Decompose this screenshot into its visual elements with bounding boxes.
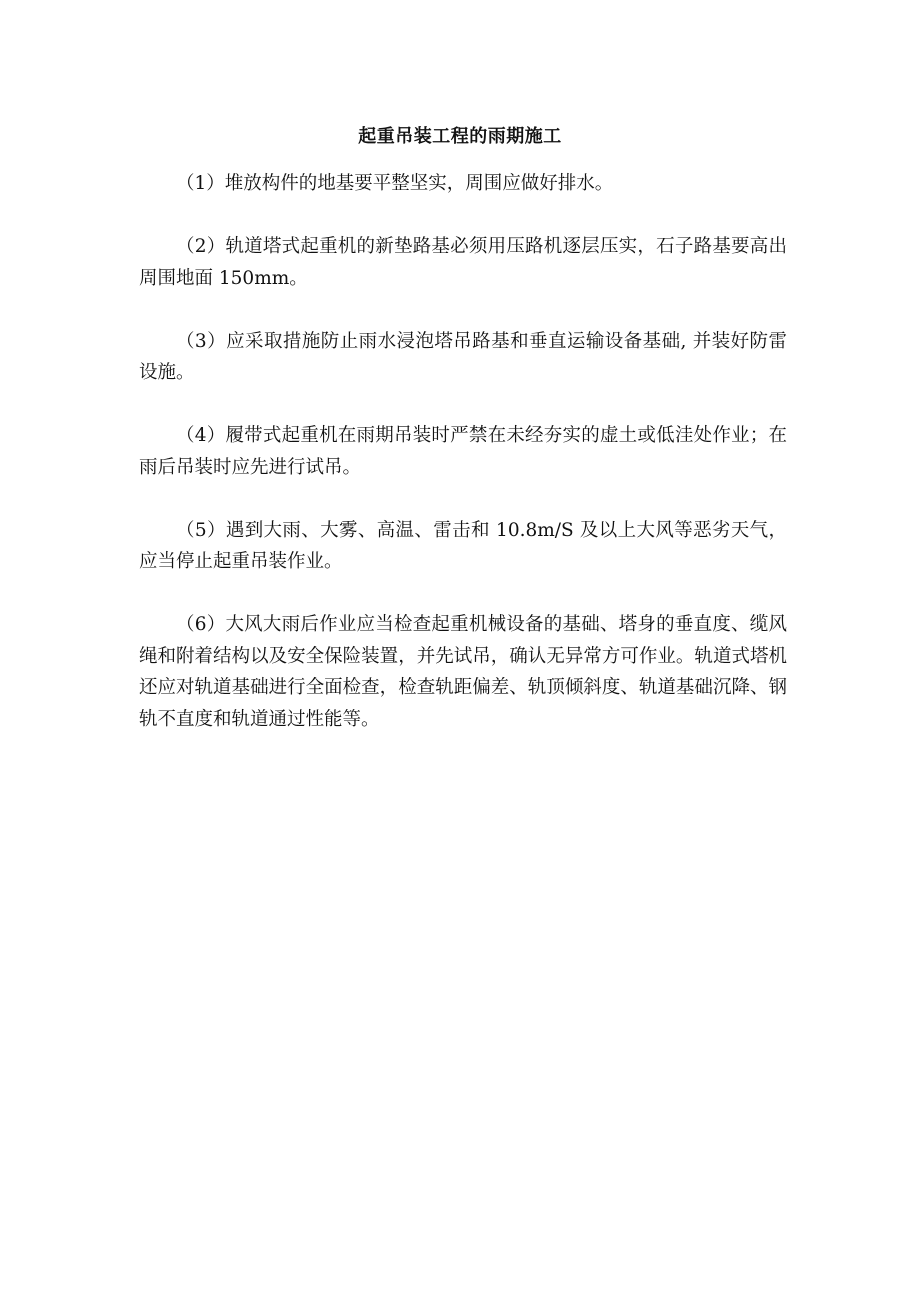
paragraph-5: （5）遇到大雨、大雾、高温、雷击和 10.8m/S 及以上大风等恶劣天气，应当停止起重吊装作业。 — [139, 519, 787, 572]
paragraph-3: （3）应采取措施防止雨水浸泡塔吊路基和垂直运输设备基础, 并装好防雷设施。 — [139, 330, 787, 383]
paragraph-6: （6）大风大雨后作业应当检查起重机械设备的基础、塔身的垂直度、缆风绳和附着结构以及安全保险装置，并先试吊，确认无异常方可作业。轨道式塔机还应对轨道基础进行全面检查，检查轨距偏差、轨顶倾斜度、轨道基础沉降、钢轨不直度和轨道通过性能等。 — [139, 614, 787, 730]
paragraph-4: （4）履带式起重机在雨期吊装时严禁在未经夯实的虚土或低洼处作业；在雨后吊装时应先进行试吊。 — [139, 425, 787, 478]
document-body — [139, 168, 787, 767]
paragraph-1: （1）堆放构件的地基要平整坚实，周围应做好排水。 — [176, 173, 614, 194]
document-title: 起重吊装工程的雨期施工 — [358, 126, 562, 147]
paragraph-2: （2）轨道塔式起重机的新垫路基必须用压路机逐层压实，石子路基要高出周围地面 150mm。 — [139, 236, 787, 289]
